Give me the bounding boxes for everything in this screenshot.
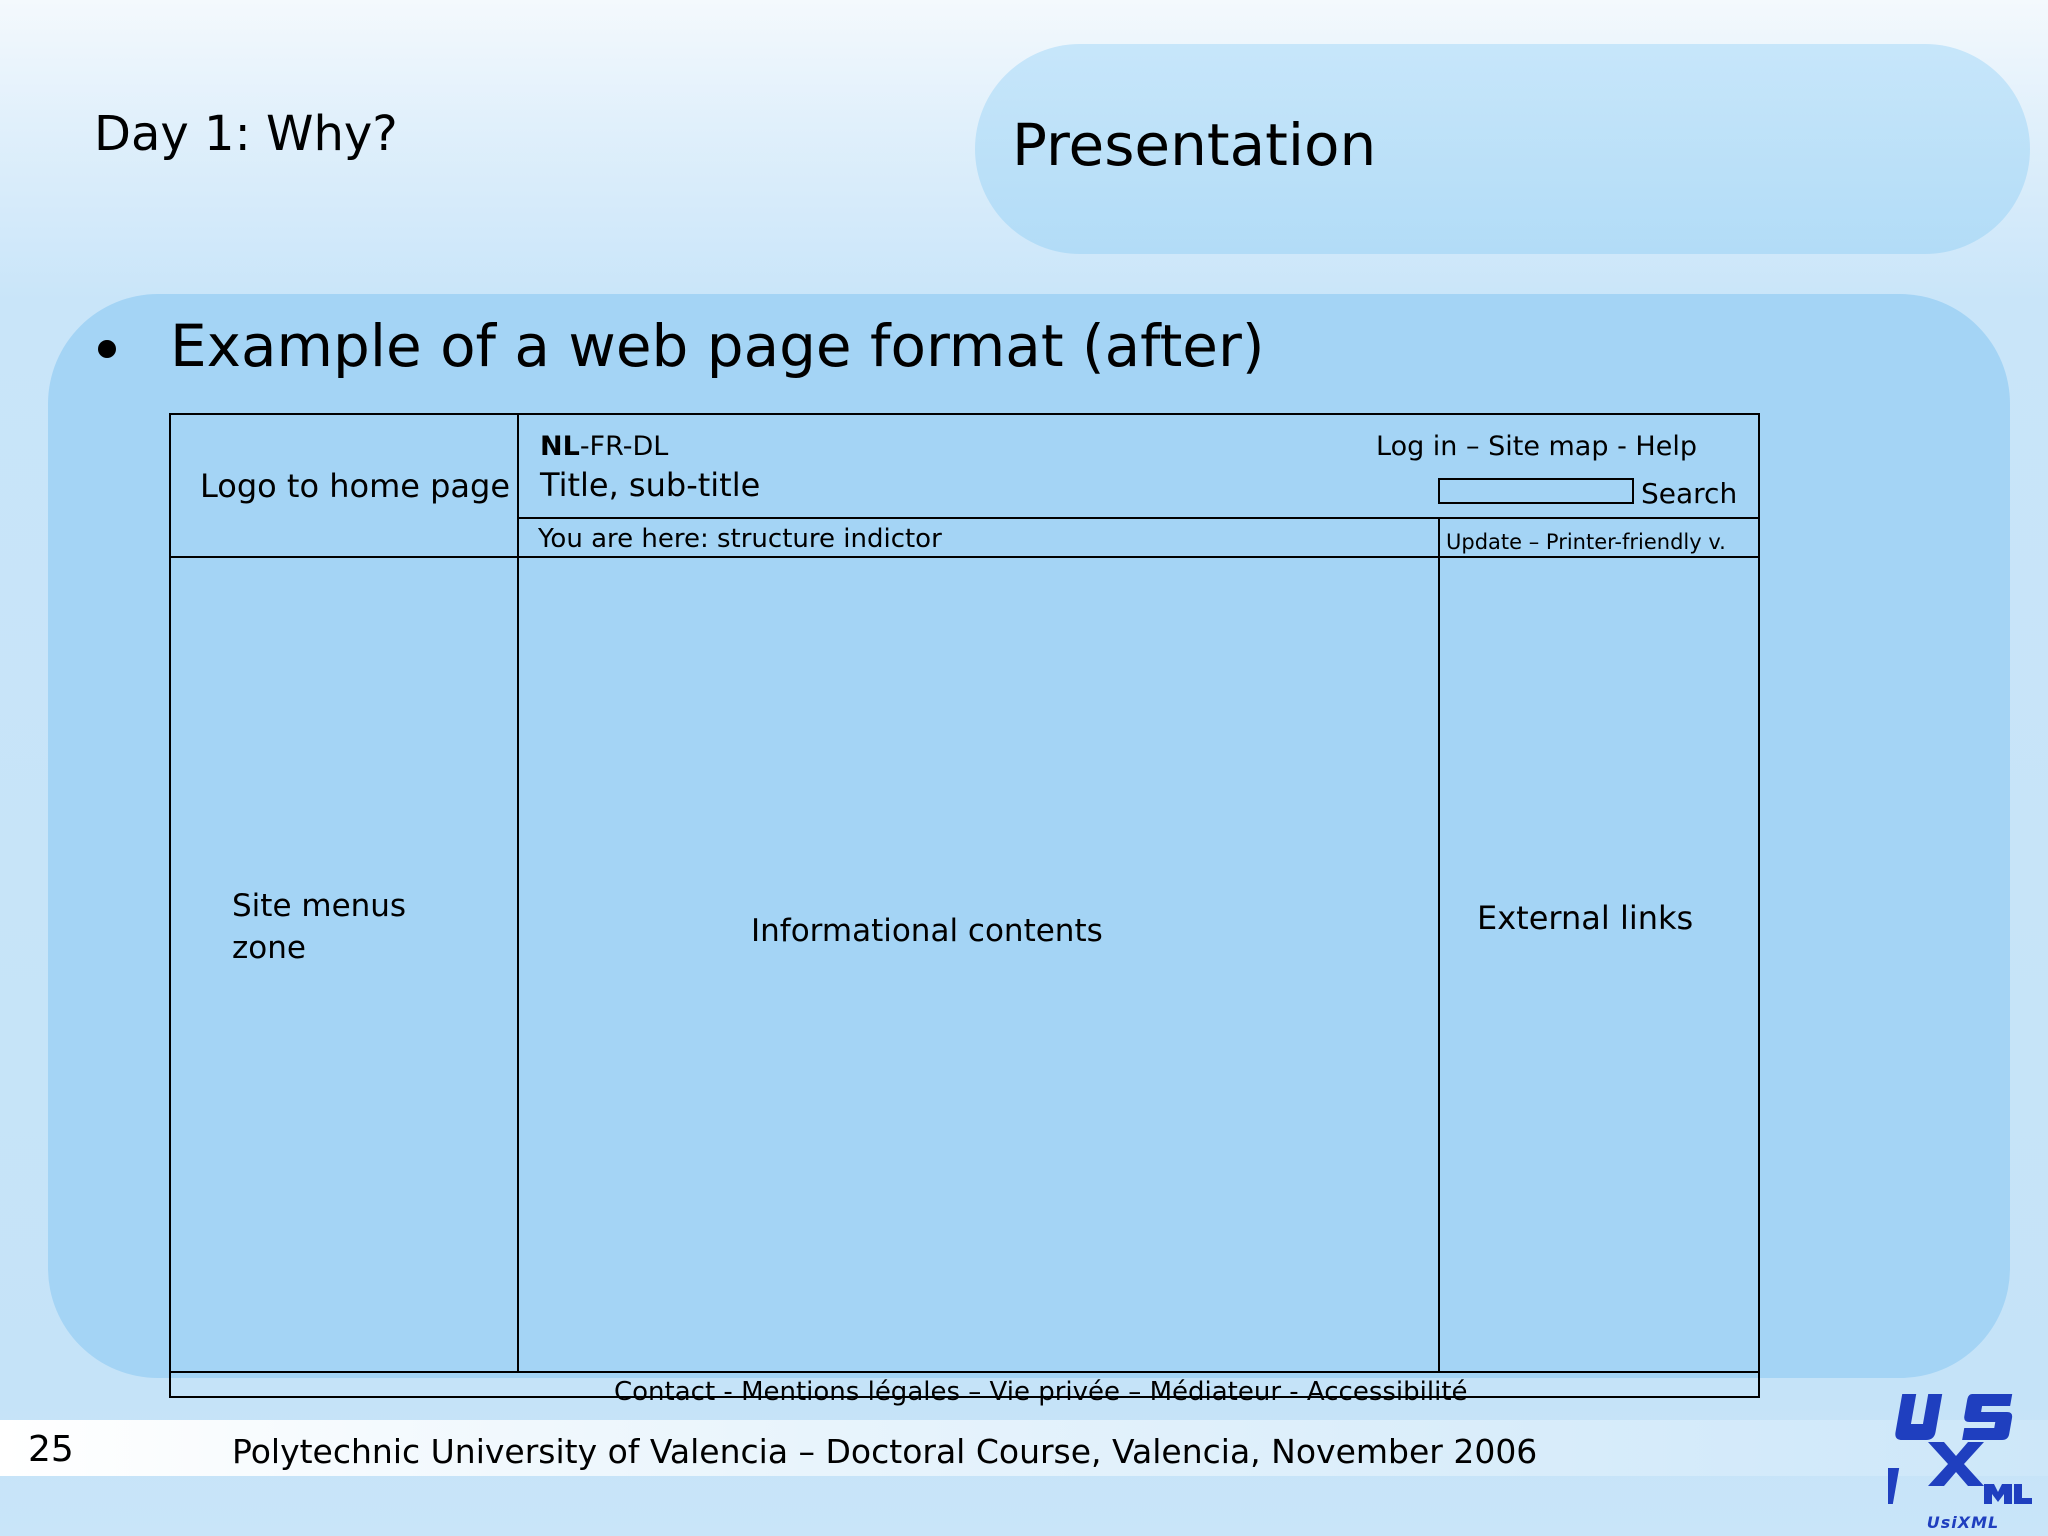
wireframe-footer-links: Contact - Mentions légales – Vie privée – Médiateur - Accessibilité: [614, 1377, 1468, 1407]
wireframe-search-box[interactable]: [1438, 478, 1634, 504]
wireframe-header-divider: [519, 517, 1760, 519]
wireframe-languages: [540, 430, 668, 464]
bullet-text: Example of a web page format (after): [170, 312, 1265, 380]
wireframe-title-zone: Title, sub-title: [540, 466, 761, 504]
usixml-logo-icon: [1888, 1384, 2038, 1532]
wireframe-footer-divider: [169, 1371, 1760, 1373]
wireframe-logo-zone: Logo to home page: [200, 467, 511, 505]
usixml-logo-text: UsiXML: [1926, 1513, 2000, 1532]
wireframe-left-column-divider: [517, 413, 519, 1373]
wireframe-content-zone: Informational contents: [751, 913, 1103, 949]
wireframe-update-links: Update – Printer-friendly v.: [1446, 530, 1726, 554]
wireframe-external-links: External links: [1477, 899, 1694, 937]
wireframe-menu-zone-line1: Site menus: [232, 888, 407, 924]
wireframe-menu-zone: [232, 885, 406, 969]
wireframe-right-column-divider: [1438, 517, 1440, 1373]
wireframe-search-label: Search: [1641, 477, 1738, 510]
section-label: Day 1: Why?: [94, 106, 398, 162]
wireframe-language-current: NL: [540, 431, 580, 462]
wireframe-menu-zone-line2: zone: [232, 930, 306, 966]
page-number: 25: [28, 1429, 74, 1470]
bullet-icon: [98, 340, 116, 358]
wireframe-top-links: Log in – Site map - Help: [1376, 431, 1697, 462]
wireframe-language-others: -FR-DL: [579, 431, 669, 462]
slide-title: Presentation: [1012, 111, 1377, 179]
wireframe-breadcrumb: You are here: structure indictor: [538, 524, 942, 554]
footer-text: Polytechnic University of Valencia – Doctoral Course, Valencia, November 2006: [232, 1432, 1538, 1471]
